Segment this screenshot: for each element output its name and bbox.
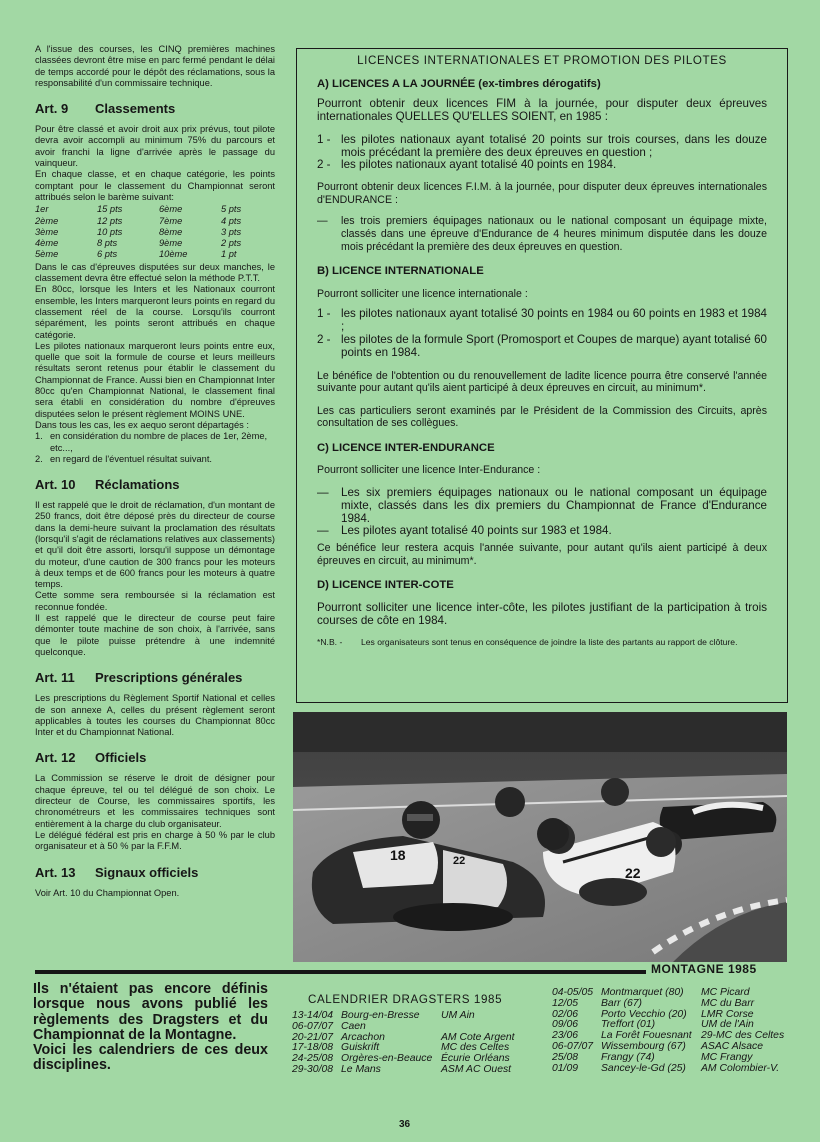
art9-p3: Dans le cas d'épreuves disputées sur deux manches, le classement devra être effectué selon la méthode P.T.T. (35, 261, 275, 284)
calendar-place: Arcachon (341, 1031, 385, 1043)
art13-number: Art. 13 (35, 864, 76, 880)
scale-points: 12 pts (97, 215, 123, 226)
section-b-p1: Pourront solliciter une licence internationale : (317, 287, 528, 300)
art13-p1: Voir Art. 10 du Championnat Open. (35, 887, 180, 898)
page-number: 36 (399, 1119, 411, 1130)
nb-text: Les organisateurs sont tenus en conséquence de joindre la liste des partants au rapport de clôture. (361, 636, 738, 647)
section-a-p1: Pourront obtenir deux licences FIM à la journée, pour disputer deux épreuves internationales QUELLES QU'ELLES SOIENT, en 1985 : (317, 97, 767, 123)
scale-points: 4 pts (221, 215, 242, 226)
scale-place: 6ème (159, 204, 183, 215)
tiebreak-num: 2. (35, 453, 43, 464)
tiebreak-text: en regard de l'éventuel résultat suivant. (50, 453, 212, 464)
art10-heading (35, 477, 275, 492)
intro-text-2: Voici les calendriers de ces deux disciplines. (33, 1042, 268, 1074)
calendar-date: 12/05 (552, 997, 579, 1009)
scale-place: 3ème (35, 226, 59, 237)
calendar-place: Guiskrift (341, 1042, 380, 1054)
section-a-item (317, 134, 767, 160)
scale-points: 10 pts (97, 226, 123, 237)
calendar-row (552, 1064, 784, 1075)
scale-place: 4ème (35, 238, 59, 249)
calendar-date: 02/06 (552, 1008, 579, 1020)
section-a-p2: Pourront obtenir deux licences F.I.M. à la journée, pour disputer deux épreuves internationales d'ENDURANCE : (317, 181, 767, 206)
art10-p3: Il est rappelé que le directeur de course peut faire démonter toute machine de son choix, à l'arrivée, sans que le pilote puisse prétendre à une indemnité quelconque. (35, 613, 275, 657)
calendar-date: 17-18/08 (292, 1042, 334, 1054)
item-text: les pilotes de la formule Sport (Promosport et Coupes de marque) ayant totalisé 60 points en 1984. (341, 332, 767, 359)
box-title: LICENCES INTERNATIONALES ET PROMOTION DES PILOTES (357, 54, 727, 67)
calendar-row (552, 999, 784, 1010)
calendar-place: Orgères-en-Beauce (341, 1053, 433, 1065)
calendar-place: La Forêt Fouesnant (601, 1030, 692, 1042)
intro-text-1: Ils n'étaient pas encore définis lorsque nous avons publié les règlements des Dragsters et du Championnat de la Montagne. (33, 981, 268, 1043)
section-a-item (317, 215, 767, 253)
art9-p4: En 80cc, lorsque les Inters et les Nationaux courront ensemble, les Inters marqueront leurs points en regard du classement réel de la course. Lorsqu'ils courront séparément, les points seront attribués en chaque catégorie. (35, 284, 275, 340)
calendar-club: MC Picard (701, 987, 750, 998)
scale-points: 15 pts (97, 204, 123, 215)
calendar-club: Écurie Orléans (441, 1053, 510, 1065)
art9-p2: En chaque classe, et en chaque catégorie, les points comptant pour le classement du Championnat seront attribués selon le barème suivant: (35, 169, 275, 202)
calendar-club: MC des Celtes (441, 1042, 510, 1054)
section-b-item (317, 334, 767, 360)
section-b-p3: Les cas particuliers seront examinés par le Président de la Commission des Circuits, après consultation de ses collègues. (317, 404, 767, 430)
number-18: 18 (390, 847, 406, 863)
calendar-date: 24-25/08 (292, 1053, 334, 1065)
scale-row (35, 249, 241, 260)
number-22-side: 22 (625, 865, 641, 881)
scale-points: 3 pts (221, 226, 242, 237)
scale-place: 9ème (159, 238, 183, 249)
calendar-date: 09/06 (552, 1019, 579, 1031)
scale-place: 1er (35, 204, 49, 215)
calendar-place: Barr (67) (601, 997, 642, 1009)
calendar-place: Sancey-le-Gd (25) (601, 1062, 686, 1074)
calendar-club (441, 1022, 515, 1033)
item-text: les pilotes nationaux ayant totalisé 20 points sur trois courses, dans les douze mois précédant la première des deux épreuves en question ; (341, 132, 767, 159)
calendar-place: Treffort (01) (601, 1019, 656, 1031)
calendar-place: Le Mans (341, 1063, 381, 1075)
art9-p5: Les pilotes nationaux marqueront leurs points entre eux, quelle que soit la formule de course et leurs meilleurs résultats seront retenus pour établir le classement du Championnat de France. Aussi bien en Championnat Inter 80cc qu'en Championnat National, le classement final sera établi en considération du nombre d'épreuves disputées selon le présent règlement MOINS UNE. (35, 340, 275, 419)
art11-number: Art. 11 (35, 670, 75, 686)
section-b-heading: B) LICENCE INTERNATIONALE (317, 265, 484, 278)
calendar-place: Frangy (74) (601, 1051, 655, 1063)
calendar-club: ASM AC Ouest (441, 1063, 512, 1075)
scale-place: 10ème (159, 249, 188, 260)
section-c-heading: C) LICENCE INTER-ENDURANCE (317, 441, 495, 454)
item-marker: 2 - (317, 158, 331, 172)
section-c-item (317, 487, 767, 525)
calendar-date: 25/08 (552, 1051, 579, 1063)
calendar-row (552, 1053, 784, 1064)
art13-title: Signaux officiels (95, 864, 199, 880)
scale-place: 7ème (159, 215, 183, 226)
tiebreak-item (35, 454, 275, 465)
scale-points: 8 pts (97, 238, 118, 249)
art11-title: Prescriptions générales (95, 670, 243, 686)
left-column (35, 44, 275, 899)
nb-note (317, 637, 767, 647)
calendar-date: 01/09 (552, 1062, 579, 1074)
art10-p1: Il est rappelé que le droit de réclamation, d'un montant de 250 francs, doit être déposé près du directeur de course dans la demi-heure suivant la proclamation des résultats (lorsqu'il s'agit de réclamations relatives aux classements) et qu'il doit être assorti, lorsqu'il suppose un démontage du moteur, d'une caution de 300 francs pour les moteurs à deux temps et de 600 francs pour les moteurs à quatre temps. (35, 500, 275, 590)
trees-band (293, 712, 787, 752)
item-text: les pilotes nationaux ayant totalisé 40 points en 1984. (341, 158, 617, 172)
art10-p2: Cette somme sera remboursée si la réclamation est reconnue fondée. (35, 590, 275, 612)
scale-place: 2ème (35, 215, 59, 226)
scale-row (35, 227, 241, 238)
art9-number: Art. 9 (35, 101, 69, 117)
item-marker: — (317, 524, 329, 538)
art12-heading (35, 750, 275, 765)
art9-p6: Dans tous les cas, les ex aequo seront départagés : (35, 419, 249, 430)
dragsters-title: CALENDRIER DRAGSTERS 1985 (308, 993, 503, 1006)
calendar-club: 29-MC des Celtes (701, 1030, 785, 1042)
scale-points: 2 pts (221, 238, 242, 249)
item-text: les pilotes nationaux ayant totalisé 30 points en 1984 ou 60 points en 1983 et 1984 ; (341, 307, 767, 334)
calendar-place: Caen (341, 1020, 366, 1032)
art11-p1: Les prescriptions du Règlement Sportif National et celles de son annexe A, celles du présent règlement seront applicables à toutes les courses du Championnat 80cc Inter et du Championnat National. (35, 693, 275, 738)
calendar-date: 04-05/05 (552, 987, 594, 998)
calendar-row (292, 1022, 515, 1033)
item-marker: — (317, 215, 328, 228)
tiebreak-text: en considération du nombre de places de 1er, 2ème, etc..., (50, 431, 268, 453)
calendar-club: AM Colombier-V. (701, 1062, 780, 1074)
calendar-place: Porto Vecchio (20) (601, 1008, 687, 1020)
section-rule (35, 970, 646, 974)
calendar-place: Bourg-en-Bresse (341, 1010, 420, 1021)
art9-title: Classements (95, 101, 176, 117)
art9-heading (35, 101, 275, 116)
dragsters-calendar (292, 1011, 515, 1076)
calendar-date: 20-21/07 (292, 1031, 334, 1043)
scale-points: 1 pt (221, 249, 237, 260)
scale-points: 5 pts (221, 204, 242, 215)
section-c-item (317, 525, 767, 538)
montagne-calendar (552, 988, 784, 1074)
calendar-club: ASAC Alsace (701, 1040, 763, 1052)
calendar-club: LMR Corse (701, 1008, 754, 1020)
calendar-club: MC du Barr (701, 997, 755, 1009)
calendar-row (292, 1065, 515, 1076)
art10-title: Réclamations (95, 477, 180, 493)
item-marker: 2 - (317, 332, 331, 346)
number-22-front: 22 (453, 855, 466, 867)
montagne-title: MONTAGNE 1985 (651, 962, 757, 976)
section-c-p1: Pourront solliciter une licence Inter-Endurance : (317, 464, 541, 477)
calendar-club: MC Frangy (701, 1051, 753, 1063)
art11-heading (35, 670, 275, 685)
scale-place: 8ème (159, 226, 183, 237)
art12-number: Art. 12 (35, 750, 76, 766)
calendar-club: UM Ain (441, 1010, 475, 1021)
sidecar-race-illustration (293, 712, 787, 962)
scale-row (35, 204, 241, 215)
nb-marker: *N.B. - (317, 636, 343, 647)
item-marker: 1 - (317, 132, 331, 146)
art12-p1: La Commission se réserve le droit de désigner pour chaque épreuve, tel ou tel délégué de son choix. Le directeur de Course, les commissaires sportifs, les chronométreurs et les commissaires techniques sont entièrement à la charge du club organisateur. (35, 773, 275, 829)
art13-heading (35, 865, 275, 880)
item-text: Les six premiers équipages nationaux ou le national composant un équipage mixte, classés dans les dix premiers du Championnat de France d'Endurance 1984. (341, 486, 767, 525)
calendar-place: Wissembourg (67) (601, 1040, 686, 1052)
calendar-intro (33, 982, 268, 1074)
section-a-heading: A) LICENCES A LA JOURNÉE (ex-timbres dérogatifs) (317, 77, 601, 90)
calendar-date: 06-07/07 (552, 1040, 594, 1052)
calendar-date: 13-14/04 (292, 1010, 334, 1021)
item-marker: 1 - (317, 307, 331, 321)
calendar-club: AM Cote Argent (441, 1031, 515, 1043)
calendar-place: Montmarquet (80) (601, 987, 684, 998)
section-b-item (317, 308, 767, 334)
calendar-date: 23/06 (552, 1030, 579, 1042)
art12-p2: Le délégué fédéral est pris en charge à 50 % par le club organisateur et à 50 % par la F.F.M. (35, 829, 275, 852)
tiebreak-item (35, 431, 275, 454)
scale-row (35, 216, 241, 227)
scale-place: 5ème (35, 249, 59, 260)
tiebreak-num: 1. (35, 431, 43, 442)
scale-row (35, 238, 241, 249)
intro-paragraph: A l'issue des courses, les CINQ premières machines classées devront être mise en parc fermé pendant le délai de temps accordé pour le dépôt des réclamations, sous la responsabilité d'un commissaire technique. (35, 44, 275, 88)
calendar-club: UM de l'Ain (701, 1019, 754, 1031)
section-b-p2: Le bénéfice de l'obtention ou du renouvellement de ladite licence pourra être conservé l'année suivante pour autant qu'ils aient participé à deux épreuves en circuit, au minimum*. (317, 369, 767, 395)
calendar-date: 06-07/07 (292, 1020, 334, 1032)
calendar-date: 29-30/08 (292, 1063, 334, 1075)
section-c-p2: Ce bénéfice leur restera acquis l'année suivante, pour autant qu'ils aient participé à deux épreuves en circuit, au minimum*. (317, 542, 767, 567)
art9-p1: Pour être classé et avoir droit aux prix prévus, tout pilote devra avoir accompli au minimum 75% du parcours et avoir franchi la ligne d'arrivée après le passage du vainqueur. (35, 124, 275, 169)
item-text: les trois premiers équipages nationaux ou le national composant un équipage mixte, classés dans une épreuve d'Endurance de 4 heures minimum disputée dans les douze mois précédant la première des deux épreuves en question. (341, 215, 767, 253)
art10-number: Art. 10 (35, 477, 76, 493)
section-d-p1: Pourront solliciter une licence inter-côte, les pilotes justifiant de la participation à trois courses de côte en 1984. (317, 601, 767, 627)
scale-points: 6 pts (97, 249, 118, 260)
points-scale (35, 204, 241, 260)
art12-title: Officiels (95, 750, 147, 766)
item-text: Les pilotes ayant totalisé 40 points sur 1983 et 1984. (341, 524, 612, 538)
section-a-item (317, 159, 767, 172)
item-marker: — (317, 486, 329, 500)
section-d-heading: D) LICENCE INTER-COTE (317, 579, 454, 592)
licences-box (296, 48, 788, 703)
sidecar-race-photo (293, 712, 787, 962)
